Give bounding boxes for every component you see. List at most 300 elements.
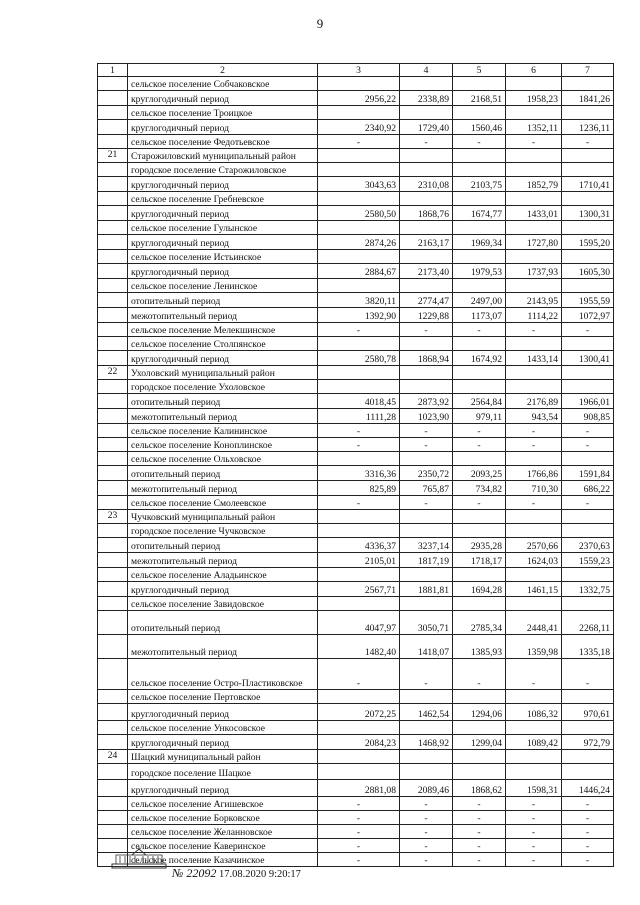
value-cell: 2564,84 bbox=[453, 394, 506, 409]
value-cell: 2956,22 bbox=[318, 91, 400, 106]
row-number-cell bbox=[98, 438, 128, 452]
value-cell: - bbox=[453, 438, 506, 452]
row-number-cell bbox=[98, 524, 128, 538]
value-cell bbox=[506, 77, 562, 91]
table-row bbox=[98, 611, 614, 635]
row-name-cell: межотопительный период bbox=[128, 553, 318, 568]
value-cell: 1737,93 bbox=[506, 264, 562, 279]
value-cell: - bbox=[400, 853, 453, 867]
table-row bbox=[98, 351, 614, 366]
value-cell bbox=[318, 366, 400, 380]
value-cell bbox=[562, 750, 614, 764]
value-cell bbox=[506, 366, 562, 380]
value-cell: - bbox=[453, 135, 506, 149]
value-cell bbox=[400, 764, 453, 780]
value-cell: - bbox=[400, 135, 453, 149]
value-cell bbox=[562, 690, 614, 704]
table-row bbox=[98, 279, 614, 293]
value-cell: 2935,28 bbox=[453, 538, 506, 553]
value-cell bbox=[400, 690, 453, 704]
row-name-cell: сельское поселение Мелекшинское bbox=[128, 323, 318, 337]
value-cell: 1236,11 bbox=[562, 120, 614, 135]
row-name-cell: сельское поселение Троицкое bbox=[128, 106, 318, 120]
row-name-cell: сельское поселение Желанновское bbox=[128, 825, 318, 839]
value-cell: 3237,14 bbox=[400, 538, 453, 553]
value-cell bbox=[400, 337, 453, 351]
value-cell bbox=[562, 337, 614, 351]
value-cell bbox=[453, 597, 506, 611]
value-cell: - bbox=[318, 839, 400, 853]
value-cell bbox=[400, 77, 453, 91]
value-cell: 765,87 bbox=[400, 481, 453, 496]
value-cell bbox=[400, 750, 453, 764]
table-row bbox=[98, 192, 614, 206]
value-cell: 1598,31 bbox=[506, 780, 562, 797]
table-row bbox=[98, 780, 614, 797]
value-cell bbox=[400, 510, 453, 524]
row-number-cell bbox=[98, 568, 128, 582]
value-cell bbox=[318, 221, 400, 235]
row-name-cell: круглогодичный период bbox=[128, 351, 318, 366]
value-cell bbox=[318, 163, 400, 177]
value-cell: 970,61 bbox=[562, 704, 614, 721]
table-row bbox=[98, 811, 614, 825]
value-cell: 1462,54 bbox=[400, 704, 453, 721]
table-row bbox=[98, 366, 614, 380]
value-cell: 2881,08 bbox=[318, 780, 400, 797]
value-cell bbox=[562, 524, 614, 538]
value-cell: 1385,93 bbox=[453, 635, 506, 659]
value-cell: 825,89 bbox=[318, 481, 400, 496]
table-row bbox=[98, 250, 614, 264]
value-cell bbox=[318, 77, 400, 91]
value-cell: 1418,07 bbox=[400, 635, 453, 659]
value-cell: - bbox=[506, 811, 562, 825]
row-number-cell bbox=[98, 394, 128, 409]
table-row bbox=[98, 510, 614, 524]
value-cell bbox=[506, 568, 562, 582]
row-number-cell bbox=[98, 409, 128, 424]
value-cell: - bbox=[318, 797, 400, 811]
value-cell: 1560,46 bbox=[453, 120, 506, 135]
value-cell: - bbox=[400, 659, 453, 690]
table-row bbox=[98, 496, 614, 510]
row-number-cell bbox=[98, 690, 128, 704]
row-name-cell: сельское поселение Коноплинское bbox=[128, 438, 318, 452]
value-cell: 1072,97 bbox=[562, 308, 614, 323]
row-number-cell bbox=[98, 811, 128, 825]
row-number-cell bbox=[98, 721, 128, 735]
value-cell: 1468,92 bbox=[400, 735, 453, 750]
column-header: 7 bbox=[562, 64, 614, 77]
value-cell: - bbox=[318, 135, 400, 149]
value-cell: 2143,95 bbox=[506, 293, 562, 308]
value-cell: - bbox=[562, 424, 614, 438]
value-cell bbox=[453, 221, 506, 235]
value-cell bbox=[562, 163, 614, 177]
row-name-cell: сельское поселение Борковское bbox=[128, 811, 318, 825]
table-row bbox=[98, 750, 614, 764]
value-cell: 2570,66 bbox=[506, 538, 562, 553]
value-cell: 1299,04 bbox=[453, 735, 506, 750]
row-name-cell: круглогодичный период bbox=[128, 235, 318, 250]
value-cell bbox=[453, 690, 506, 704]
value-cell: 2176,89 bbox=[506, 394, 562, 409]
value-cell bbox=[562, 764, 614, 780]
value-cell bbox=[318, 764, 400, 780]
table-row bbox=[98, 337, 614, 351]
value-cell: 1461,15 bbox=[506, 582, 562, 597]
table-header-row bbox=[98, 64, 614, 77]
value-cell: 686,22 bbox=[562, 481, 614, 496]
row-number-cell bbox=[98, 77, 128, 91]
value-cell: 1727,80 bbox=[506, 235, 562, 250]
value-cell: 2370,63 bbox=[562, 538, 614, 553]
row-name-cell: круглогодичный период bbox=[128, 177, 318, 192]
value-cell: 1868,62 bbox=[453, 780, 506, 797]
column-header: 3 bbox=[318, 64, 400, 77]
row-name-cell: круглогодичный период bbox=[128, 780, 318, 797]
value-cell: 1694,28 bbox=[453, 582, 506, 597]
value-cell: 1979,53 bbox=[453, 264, 506, 279]
value-cell bbox=[400, 721, 453, 735]
value-cell: 3050,71 bbox=[400, 611, 453, 635]
value-cell bbox=[400, 163, 453, 177]
value-cell: 1605,30 bbox=[562, 264, 614, 279]
value-cell: 972,79 bbox=[562, 735, 614, 750]
value-cell: 1359,98 bbox=[506, 635, 562, 659]
value-cell bbox=[506, 250, 562, 264]
value-cell: 1392,90 bbox=[318, 308, 400, 323]
row-number-cell bbox=[98, 163, 128, 177]
value-cell: 1433,01 bbox=[506, 206, 562, 221]
value-cell bbox=[562, 279, 614, 293]
value-cell: 4018,45 bbox=[318, 394, 400, 409]
value-cell bbox=[562, 568, 614, 582]
row-number-cell bbox=[98, 597, 128, 611]
government-building-icon bbox=[110, 847, 168, 869]
table-row bbox=[98, 452, 614, 466]
value-cell bbox=[400, 106, 453, 120]
table-row bbox=[98, 466, 614, 481]
row-name-cell: круглогодичный период bbox=[128, 735, 318, 750]
value-cell bbox=[453, 77, 506, 91]
row-name-cell: круглогодичный период bbox=[128, 120, 318, 135]
value-cell bbox=[453, 279, 506, 293]
row-name-cell: городское поселение Чучковское bbox=[128, 524, 318, 538]
table-row bbox=[98, 424, 614, 438]
value-cell: - bbox=[453, 839, 506, 853]
row-name-cell: Шацкий муниципальный район bbox=[128, 750, 318, 764]
row-number-cell bbox=[98, 553, 128, 568]
row-number-cell bbox=[98, 659, 128, 690]
value-cell: 3820,11 bbox=[318, 293, 400, 308]
column-header: 4 bbox=[400, 64, 453, 77]
row-number-cell bbox=[98, 308, 128, 323]
table-row bbox=[98, 690, 614, 704]
table-row bbox=[98, 409, 614, 424]
value-cell: 1674,77 bbox=[453, 206, 506, 221]
value-cell bbox=[562, 510, 614, 524]
value-cell bbox=[506, 452, 562, 466]
row-number-cell bbox=[98, 235, 128, 250]
value-cell: - bbox=[400, 438, 453, 452]
value-cell: 1841,26 bbox=[562, 91, 614, 106]
row-number-cell bbox=[98, 611, 128, 635]
table-row bbox=[98, 538, 614, 553]
table-row bbox=[98, 163, 614, 177]
value-cell bbox=[400, 366, 453, 380]
value-cell: 1718,17 bbox=[453, 553, 506, 568]
row-number-cell bbox=[98, 466, 128, 481]
value-cell bbox=[506, 690, 562, 704]
value-cell bbox=[453, 192, 506, 206]
value-cell: - bbox=[453, 811, 506, 825]
value-cell bbox=[506, 524, 562, 538]
table-row bbox=[98, 597, 614, 611]
row-number-cell bbox=[98, 797, 128, 811]
value-cell: 2350,72 bbox=[400, 466, 453, 481]
row-name-cell: межотопительный период bbox=[128, 481, 318, 496]
value-cell: - bbox=[562, 825, 614, 839]
tariff-table bbox=[97, 63, 614, 867]
value-cell: 1086,32 bbox=[506, 704, 562, 721]
table-row bbox=[98, 106, 614, 120]
row-name-cell: городское поселение Ухоловское bbox=[128, 380, 318, 394]
value-cell: 1229,88 bbox=[400, 308, 453, 323]
table-row bbox=[98, 721, 614, 735]
table-row bbox=[98, 120, 614, 135]
value-cell bbox=[453, 163, 506, 177]
row-name-cell: сельское поселение Смолеевское bbox=[128, 496, 318, 510]
value-cell: 1881,81 bbox=[400, 582, 453, 597]
value-cell bbox=[400, 452, 453, 466]
value-cell bbox=[453, 764, 506, 780]
row-number-cell bbox=[98, 206, 128, 221]
value-cell: 1352,11 bbox=[506, 120, 562, 135]
value-cell bbox=[400, 568, 453, 582]
value-cell bbox=[453, 524, 506, 538]
value-cell: - bbox=[318, 811, 400, 825]
value-cell: - bbox=[453, 797, 506, 811]
table-row bbox=[98, 135, 614, 149]
table-body bbox=[98, 77, 614, 867]
value-cell bbox=[453, 149, 506, 163]
value-cell bbox=[506, 149, 562, 163]
table-row bbox=[98, 839, 614, 853]
value-cell: 2103,75 bbox=[453, 177, 506, 192]
value-cell: - bbox=[453, 853, 506, 867]
value-cell: 2580,78 bbox=[318, 351, 400, 366]
value-cell: 1111,28 bbox=[318, 409, 400, 424]
value-cell: 1114,22 bbox=[506, 308, 562, 323]
document-number: № 22092 bbox=[172, 866, 217, 880]
value-cell bbox=[506, 380, 562, 394]
row-number-cell bbox=[98, 120, 128, 135]
value-cell: - bbox=[400, 424, 453, 438]
row-number-cell bbox=[98, 452, 128, 466]
value-cell bbox=[453, 106, 506, 120]
table-row bbox=[98, 568, 614, 582]
value-cell: 2497,00 bbox=[453, 293, 506, 308]
value-cell bbox=[506, 221, 562, 235]
value-cell bbox=[318, 452, 400, 466]
table-row bbox=[98, 853, 614, 867]
table-row bbox=[98, 221, 614, 235]
value-cell: 1089,42 bbox=[506, 735, 562, 750]
value-cell: - bbox=[400, 496, 453, 510]
row-name-cell: круглогодичный период bbox=[128, 264, 318, 279]
value-cell bbox=[400, 524, 453, 538]
value-cell bbox=[453, 568, 506, 582]
value-cell: - bbox=[506, 135, 562, 149]
value-cell: 908,85 bbox=[562, 409, 614, 424]
value-cell: - bbox=[318, 659, 400, 690]
table-row bbox=[98, 659, 614, 690]
value-cell bbox=[318, 690, 400, 704]
table-row bbox=[98, 177, 614, 192]
value-cell: 1868,76 bbox=[400, 206, 453, 221]
value-cell: 2884,67 bbox=[318, 264, 400, 279]
value-cell: 2774,47 bbox=[400, 293, 453, 308]
row-number-cell bbox=[98, 323, 128, 337]
value-cell: 1433,14 bbox=[506, 351, 562, 366]
value-cell bbox=[453, 250, 506, 264]
value-cell: 1300,41 bbox=[562, 351, 614, 366]
row-name-cell: отопительный период bbox=[128, 394, 318, 409]
value-cell: 1595,20 bbox=[562, 235, 614, 250]
value-cell bbox=[453, 452, 506, 466]
row-name-cell: межотопительный период bbox=[128, 308, 318, 323]
value-cell: - bbox=[318, 496, 400, 510]
value-cell: 2580,50 bbox=[318, 206, 400, 221]
value-cell: 4047,97 bbox=[318, 611, 400, 635]
value-cell bbox=[318, 250, 400, 264]
row-name-cell: отопительный период bbox=[128, 538, 318, 553]
value-cell bbox=[318, 721, 400, 735]
row-name-cell: сельское поселение Столпянское bbox=[128, 337, 318, 351]
row-number-cell bbox=[98, 221, 128, 235]
row-number-cell bbox=[98, 91, 128, 106]
row-number-cell bbox=[98, 250, 128, 264]
table-row bbox=[98, 797, 614, 811]
value-cell: 1729,40 bbox=[400, 120, 453, 135]
value-cell: 2310,08 bbox=[400, 177, 453, 192]
row-number-cell bbox=[98, 735, 128, 750]
table-row bbox=[98, 149, 614, 163]
row-name-cell: круглогодичный период bbox=[128, 582, 318, 597]
value-cell bbox=[506, 106, 562, 120]
row-name-cell: сельское поселение Аладьинское bbox=[128, 568, 318, 582]
value-cell bbox=[506, 764, 562, 780]
row-number-cell bbox=[98, 351, 128, 366]
value-cell: - bbox=[318, 853, 400, 867]
table-row bbox=[98, 553, 614, 568]
value-cell: 3316,36 bbox=[318, 466, 400, 481]
row-number-cell bbox=[98, 825, 128, 839]
table-row bbox=[98, 91, 614, 106]
value-cell: - bbox=[506, 438, 562, 452]
row-number-cell bbox=[98, 380, 128, 394]
value-cell bbox=[400, 279, 453, 293]
row-name-cell: сельское поселение Истьинское bbox=[128, 250, 318, 264]
value-cell: - bbox=[400, 839, 453, 853]
value-cell: - bbox=[562, 496, 614, 510]
row-number-cell bbox=[98, 192, 128, 206]
value-cell bbox=[400, 221, 453, 235]
row-number-cell bbox=[98, 496, 128, 510]
value-cell bbox=[506, 750, 562, 764]
value-cell: 1591,84 bbox=[562, 466, 614, 481]
value-cell bbox=[562, 721, 614, 735]
column-header: 6 bbox=[506, 64, 562, 77]
value-cell: - bbox=[453, 496, 506, 510]
row-name-cell: сельское поселение Каверинское bbox=[128, 839, 318, 853]
row-name-cell: круглогодичный период bbox=[128, 91, 318, 106]
value-cell: 2340,92 bbox=[318, 120, 400, 135]
table-row bbox=[98, 438, 614, 452]
value-cell: 2873,92 bbox=[400, 394, 453, 409]
value-cell: 2338,89 bbox=[400, 91, 453, 106]
value-cell bbox=[318, 750, 400, 764]
value-cell: - bbox=[453, 659, 506, 690]
value-cell: - bbox=[506, 797, 562, 811]
table-row bbox=[98, 481, 614, 496]
column-header: 1 bbox=[98, 64, 128, 77]
value-cell: - bbox=[506, 659, 562, 690]
document-datetime: 17.08.2020 9:20:17 bbox=[218, 869, 301, 880]
value-cell: - bbox=[318, 323, 400, 337]
value-cell: 2089,46 bbox=[400, 780, 453, 797]
row-number-cell bbox=[98, 424, 128, 438]
value-cell: - bbox=[562, 438, 614, 452]
row-number-cell bbox=[98, 106, 128, 120]
value-cell: - bbox=[506, 839, 562, 853]
row-number-cell bbox=[98, 135, 128, 149]
value-cell: 1969,34 bbox=[453, 235, 506, 250]
row-name-cell: межотопительный период bbox=[128, 635, 318, 659]
table-row bbox=[98, 764, 614, 780]
value-cell: 2084,23 bbox=[318, 735, 400, 750]
value-cell: - bbox=[453, 424, 506, 438]
value-cell: 2173,40 bbox=[400, 264, 453, 279]
value-cell: 979,11 bbox=[453, 409, 506, 424]
value-cell bbox=[562, 221, 614, 235]
row-number-cell bbox=[98, 177, 128, 192]
row-name-cell: сельское поселение Остро-Пластиковское bbox=[128, 659, 318, 690]
value-cell bbox=[318, 524, 400, 538]
value-cell bbox=[506, 163, 562, 177]
value-cell: - bbox=[562, 853, 614, 867]
row-number-cell bbox=[98, 293, 128, 308]
value-cell: 1868,94 bbox=[400, 351, 453, 366]
row-number-cell bbox=[98, 764, 128, 780]
value-cell: 2448,41 bbox=[506, 611, 562, 635]
signature-footer bbox=[172, 866, 301, 881]
row-name-cell: сельское поселение Калининское bbox=[128, 424, 318, 438]
row-name-cell: сельское поселение Ленинское bbox=[128, 279, 318, 293]
table-row bbox=[98, 264, 614, 279]
value-cell: 2105,01 bbox=[318, 553, 400, 568]
value-cell bbox=[400, 192, 453, 206]
row-name-cell: сельское поселение Гребневское bbox=[128, 192, 318, 206]
value-cell bbox=[506, 597, 562, 611]
row-number-cell: 22 bbox=[98, 366, 128, 380]
value-cell: 1966,01 bbox=[562, 394, 614, 409]
value-cell bbox=[562, 149, 614, 163]
value-cell: 1335,18 bbox=[562, 635, 614, 659]
value-cell bbox=[506, 510, 562, 524]
